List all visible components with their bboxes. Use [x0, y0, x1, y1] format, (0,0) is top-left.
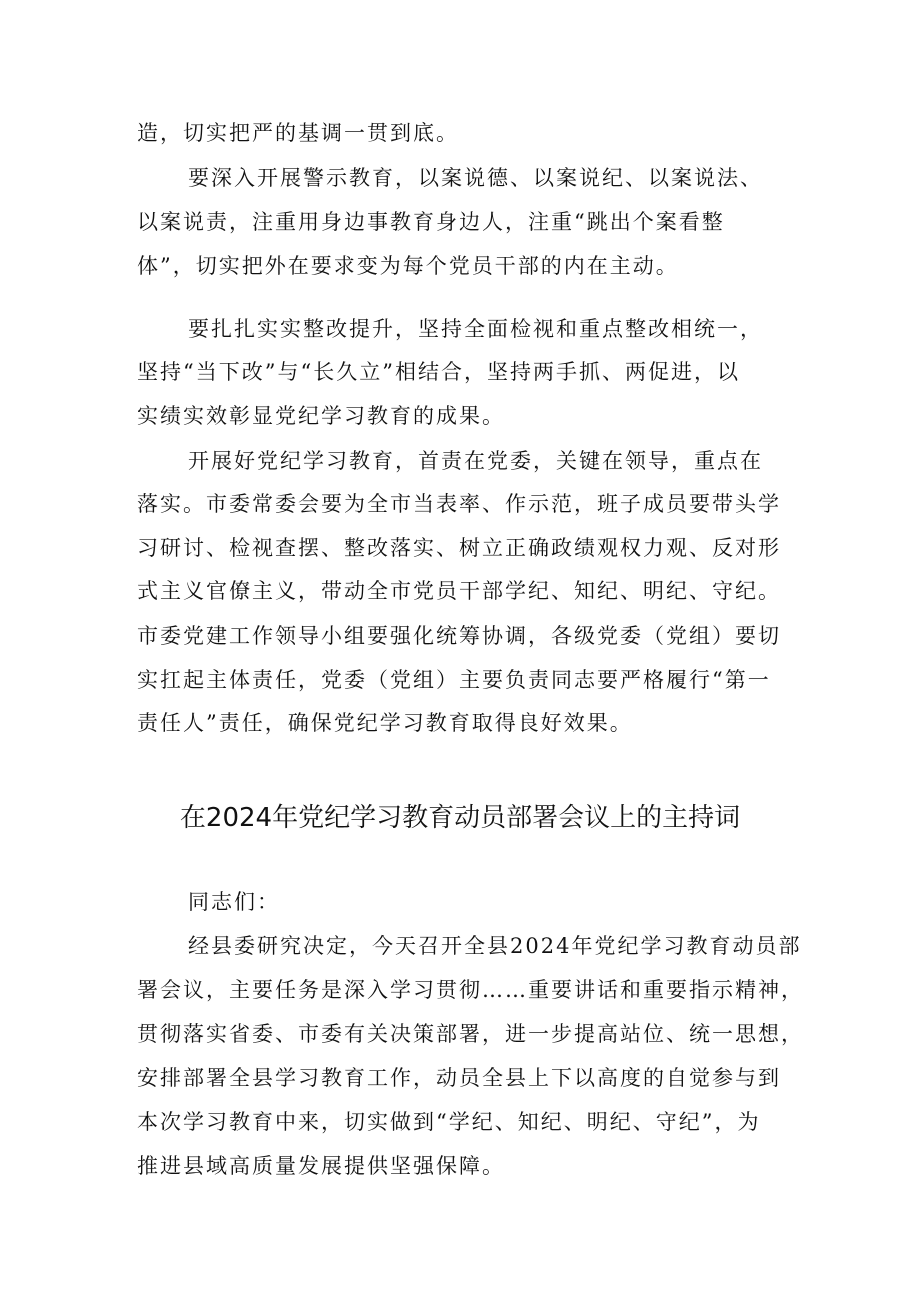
body-line: 式主义官僚主义，带动全市党员干部学纪、知纪、明纪、守纪。: [137, 579, 781, 603]
body-line: 实扛起主体责任，党委（党组）主要负责同志要严格履行“第一: [137, 668, 771, 692]
body-line: 市委党建工作领导小组要强化统筹协调，各级党委（党组）要切: [137, 624, 781, 648]
body-line: 贯彻落实省委、市委有关决策部署，进一步提高站位、统一思想，: [137, 1022, 804, 1046]
body-line: 要扎扎实实整改提升，坚持全面检视和重点整改相统一，: [188, 317, 763, 341]
body-line: 推进县域高质量发展提供坚强保障。: [137, 1154, 505, 1178]
body-line: 落实。市委常委会要为全市当表率、作示范，班子成员要带头学: [137, 492, 781, 516]
salutation: 同志们：: [188, 890, 280, 914]
body-line: 署会议，主要任务是深入学习贯彻……重要讲话和重要指示精神，: [137, 978, 804, 1002]
body-line: 以案说责，注重用身边事教育身边人，注重“跳出个案看整: [137, 210, 725, 234]
body-line: 责任人”责任，确保党纪学习教育取得良好效果。: [137, 711, 633, 735]
body-line: 安排部署全县学习教育工作，动员全县上下以高度的自觉参与到: [137, 1066, 781, 1090]
body-line: 开展好党纪学习教育，首责在党委，关键在领导，重点在: [188, 449, 763, 473]
body-line: 体”，切实把外在要求变为每个党员干部的内在主动。: [137, 254, 679, 278]
body-line: 坚持“当下改”与“长久立”相结合，坚持两手抓、两促进，以: [137, 360, 740, 384]
section-title: 在2024年党纪学习教育动员部署会议上的主持词: [179, 803, 741, 833]
body-line: 经县委研究决定，今天召开全县2024年党纪学习教育动员部: [188, 934, 802, 958]
body-line: 实绩实效彰显党纪学习教育的成果。: [137, 404, 505, 428]
body-line: 本次学习教育中来，切实做到“学纪、知纪、明纪、守纪”，为: [137, 1110, 761, 1134]
body-line: 造，切实把严的基调一贯到底。: [137, 121, 459, 145]
body-line: 习研讨、检视查摆、整改落实、树立正确政绩观权力观、反对形: [137, 536, 781, 560]
body-line: 要深入开展警示教育，以案说德、以案说纪、以案说法、: [188, 166, 763, 190]
